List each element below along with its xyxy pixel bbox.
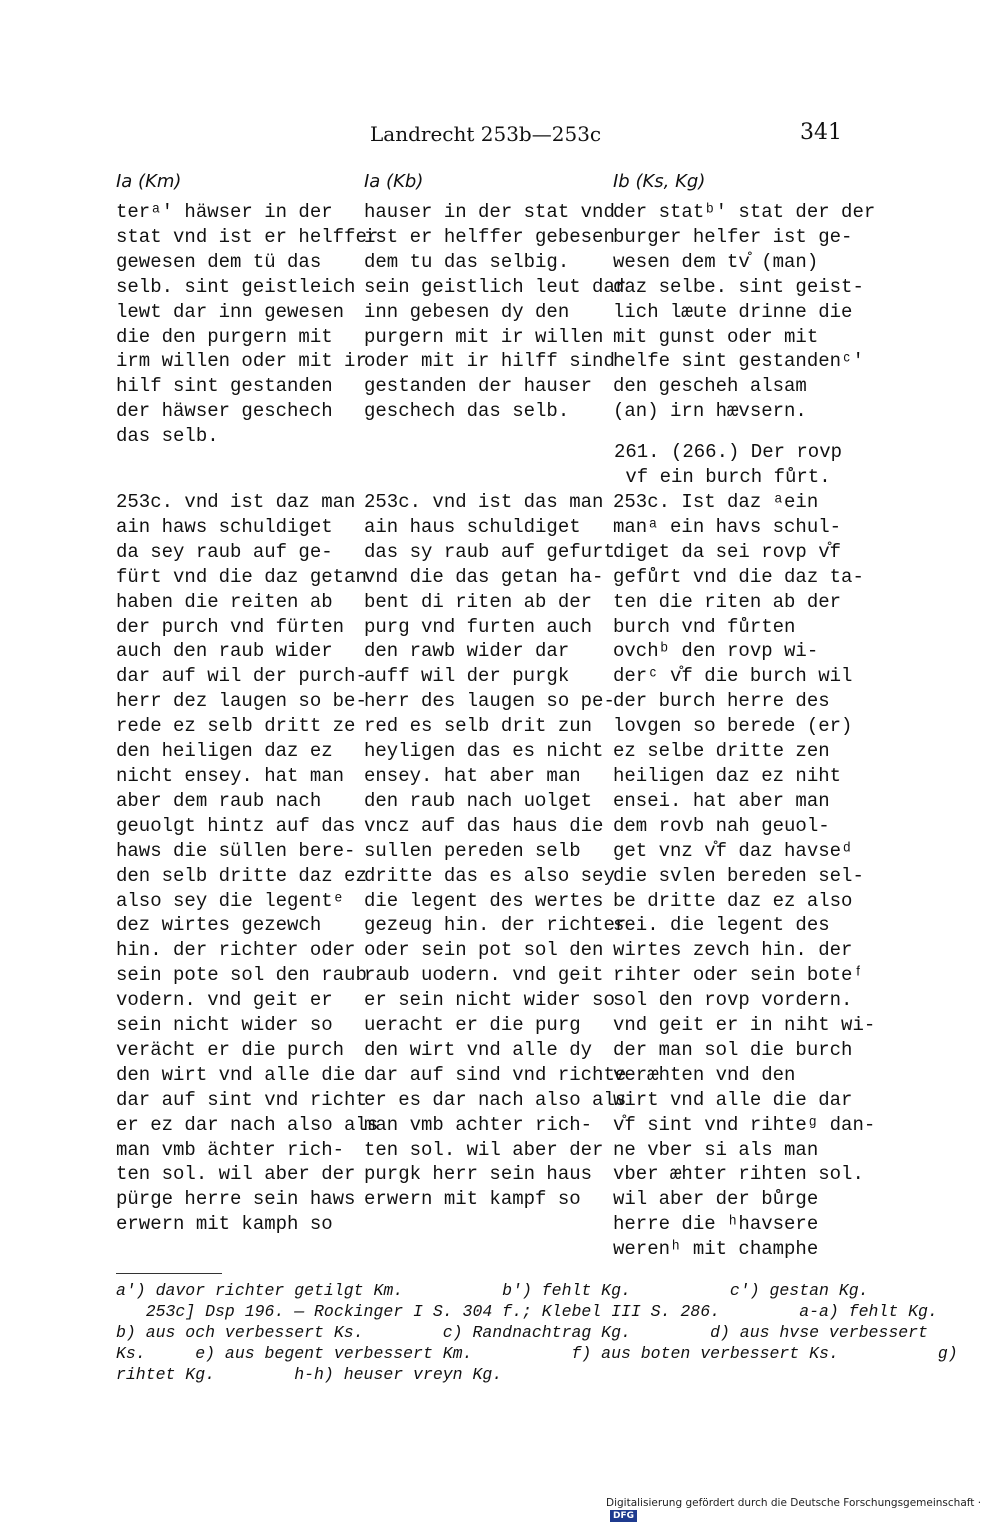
page-number: 341 bbox=[800, 120, 842, 145]
siglum-ia-kb: Ia (Kb) bbox=[364, 171, 424, 192]
column-ia-kb-text-253c: 253c. vnd ist das man ain haus schuldiget das sy raub auf gefurt vnd die das getan ha- bent di riten ab der purg vnd furten auch den rawb wider dar auff wil der purgk herr des laugen so pe- red es selb drit zun heyligen das es nicht ensey. hat aber man den raub nach uolget vncz auf das haus die sullen pereden selb dritte das es also sey die legent des wertes gezeug hin. der richter oder sein pot sol den raub uodern. vnd geit er sein nicht wider so ueracht er die purg den wirt vnd alle dy dar auf sind vnd richte er es dar nach also als man vmb achter rich- ten sol. wil aber der purgk herr sein haus erwern mit kampf so bbox=[364, 491, 627, 1211]
dfg-logo: DFG bbox=[610, 1510, 637, 1522]
footnotes: a') davor richter getilgt Km. b') fehlt Kg. c') gestan Kg. 253c] Dsp 196. — Rockinger I S. 304 f.; Klebel III S. 286. a-a) fehlt Kg. b) aus och verbessert Ks. c) Randnachtrag Kg. d) aus hvse verbessert Ks. e) aus begent verbessert Km. f) aus boten verbessert Ks. g) rihtet Kg. h-h) heuser vreyn Kg. bbox=[116, 1281, 958, 1384]
column-ia-km-text-253c: 253c. vnd ist daz man ain haws schuldiget da sey raub auf ge- fürt vnd die daz getan haben die reiten ab der purch vnd fürten auch den raub wider dar auf wil der purch- herr dez laugen so be- rede ez selb dritt ze den heiligen daz ez nicht ensey. hat man aber dem raub nach geuolgt hintz auf das haws die süllen bere- den selb dritte daz ez also sey die legentᵉ dez wirtes gezewch hin. der richter oder sein pote sol den raub vodern. vnd geit er sein nicht wider so verächt er die purch den wirt vnd alle die dar auf sint vnd richt er ez dar nach also als man vmb ächter rich- ten sol. wil aber der pürge herre sein haws erwern mit kamph so bbox=[116, 491, 379, 1236]
column-ia-kb-text-253b: hauser in der stat vnd ist er helffer gebesen dem tu das selbig. sein geistlich leut dar inn gebesen dy den purgern mit ir willen oder mit ir hilff sind gestanden der hauser geschech das selb. bbox=[364, 201, 627, 423]
running-header-title: Landrecht 253b—253c bbox=[370, 122, 602, 146]
footnote-rule bbox=[116, 1273, 222, 1274]
chapter-heading-261: 261. (266.) Der rovp vf ein burch fůrt. bbox=[613, 441, 843, 488]
column-ib-text-253b: der statᵇ' stat der der burger helfer ist ge- wesen dem tv̊ (man) daz selbe. sint geist- lich læute drinne die mit gunst oder mit helfe sint gestandenᶜ' den gescheh alsam (an) irn hævsern. bbox=[613, 201, 876, 423]
digitization-credit bbox=[606, 1497, 1000, 1522]
siglum-ia-km: Ia (Km) bbox=[116, 171, 182, 192]
siglum-ib-ks-kg: Ib (Ks, Kg) bbox=[613, 171, 706, 192]
credit-text: Digitalisierung gefördert durch die Deutsche Forschungsgemeinschaft · bbox=[606, 1497, 982, 1509]
column-ib-text-253c: 253c. Ist daz ᵃein manᵃ ein havs schul- diget da sei rovp v̊f gefůrt vnd die daz ta- ten die riten ab der burch vnd fůrten ovchᵇ den rovp wi- derᶜ v̊f die burch wil der burch herre des lovgen so berede (er) ez selbe dritte zen heiligen daz ez niht ensei. hat aber man dem rovb nah geuol- get vnz v̊f daz havseᵈ die svlen bereden sel- be dritte daz ez also sei. die legent des wirtes zevch hin. der rihter oder sein boteᶠ sol den rovp vordern. vnd geit er in niht wi- der man sol die burch veræhten vnd den wirt vnd alle die dar v̊f sint vnd rihteᵍ dan- ne vber si als man vber æhter rihten sol. wil aber der bůrge herre die ʰhavsere werenʰ mit champhe bbox=[613, 491, 876, 1261]
column-ia-km-text-253b: terᵃ' häwser in der stat vnd ist er helffer gewesen dem tü das selb. sint geistleich lewt dar inn gewesen die den purgern mit irm willen oder mit ir hilf sint gestanden der häwser geschech das selb. bbox=[116, 201, 379, 448]
